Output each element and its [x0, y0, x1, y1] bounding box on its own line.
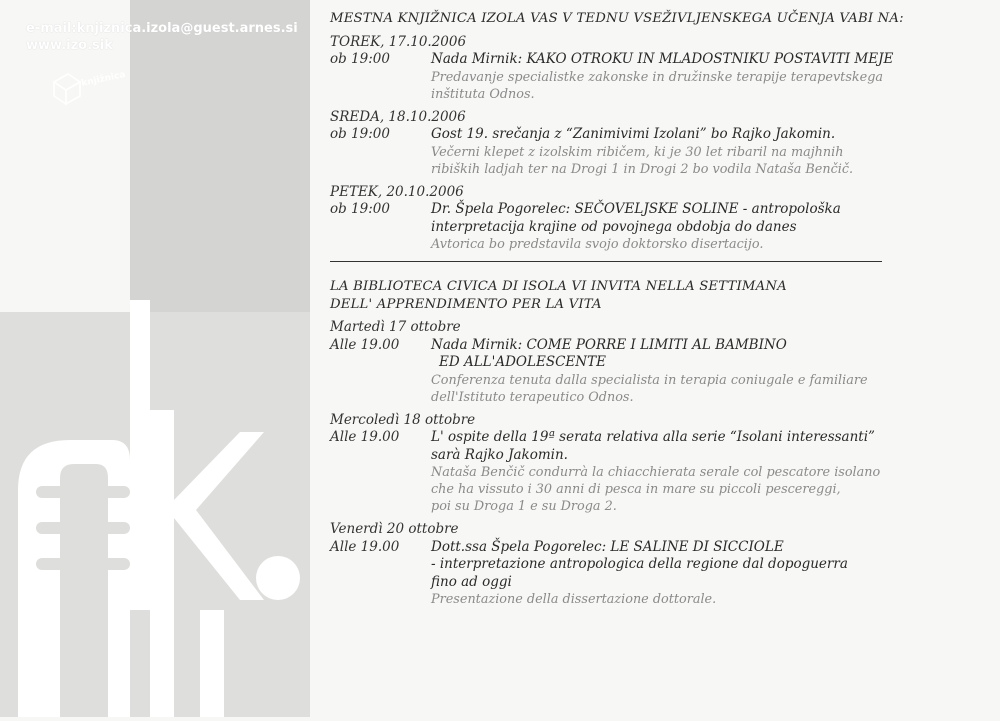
event-day: Venerdì 20 ottobre — [330, 521, 459, 537]
library-logo — [48, 64, 127, 108]
event-title: Nada Mirnik: COME PORRE I LIMITI AL BAMBINO — [431, 336, 787, 353]
event-desc: Presentazione della dissertazione dottorale. — [431, 592, 717, 607]
event-title: Dott.ssa Špela Pogorelec: LE SALINE DI SICCIOLE — [431, 538, 784, 555]
mki-logo-graphic — [0, 300, 310, 717]
event-desc: Nataša Benčič condurrà la chiacchierata serale col pescatore isolano — [431, 465, 881, 480]
event-day: Mercoledì 18 ottobre — [330, 411, 476, 428]
event-row — [330, 337, 990, 355]
event-time: Alle 19.00 — [330, 538, 400, 555]
event-time: ob 19:00 — [330, 51, 390, 67]
event-day: SREDA, 18.10.2006 — [330, 108, 466, 125]
event-title-cont: sarà Rajko Jakomin. — [431, 446, 568, 463]
event-time: Alle 19.00 — [330, 429, 400, 445]
event-title: Nada Mirnik: KAKO OTROKU IN MLADOSTNIKU POSTAVITI MEJE — [431, 51, 894, 67]
event-time: ob 19:00 — [330, 126, 390, 142]
event-title: L' ospite della 19ª serata relativa alla serie “Isolani interessanti” — [431, 429, 875, 445]
slovene-heading: MESTNA KNJIŽNICA IZOLA VAS V TEDNU VSEŽIVLJENSKEGA UČENJA VABI NA: — [330, 11, 904, 26]
section-divider — [330, 261, 882, 262]
event-row — [330, 126, 990, 144]
event-time: ob 19:00 — [330, 201, 390, 217]
italian-heading-2: DELL' APPRENDIMENTO PER LA VITA — [330, 296, 602, 312]
event-title-cont: fino ad oggi — [431, 573, 512, 590]
event-desc: ribiških ladjah ter na Drogi 1 in Drogi 2 bo vodila Nataša Benčič. — [431, 161, 854, 177]
invitation-content — [330, 10, 990, 608]
event-row — [330, 51, 990, 69]
event-row — [330, 539, 990, 557]
event-desc: Avtorica bo predstavila svojo doktorsko disertacijo. — [431, 237, 764, 252]
event-time: Alle 19.00 — [330, 336, 400, 353]
italian-heading-1: LA BIBLIOTECA CIVICA DI ISOLA VI INVITA NELLA SETTIMANA — [330, 279, 787, 294]
logo-text: knjižnica — [80, 69, 127, 89]
event-day: Martedì 17 ottobre — [330, 319, 461, 335]
event-desc: Conferenza tenuta dalla specialista in terapia coniugale e familiare — [431, 372, 868, 388]
event-day: PETEK, 20.10.2006 — [330, 183, 464, 200]
event-desc: dell'Istituto terapeutico Odnos. — [431, 389, 634, 405]
event-row — [330, 429, 990, 447]
event-title-cont: ED ALL'ADOLESCENTE — [439, 354, 606, 370]
event-desc: Predavanje specialistke zakonske in družinske terapije terapevtskega — [431, 69, 884, 85]
event-title-cont: - interpretazione antropologica della regione dal dopoguerra — [431, 556, 848, 572]
event-desc: inštituta Odnos. — [431, 86, 535, 102]
event-desc: che ha vissuto i 30 anni di pesca in mare su piccoli pescereggi, — [431, 482, 841, 497]
email-text: e-mail:knjiznica.izola@guest.arnes.si — [26, 21, 298, 36]
contact-info — [26, 20, 298, 54]
event-title-cont: interpretacija krajine od povojnega obdobja do danes — [431, 218, 797, 235]
event-title: Dr. Špela Pogorelec: SEČOVELJSKE SOLINE - antropološka — [431, 201, 841, 217]
web-text: www.izo.sik — [26, 38, 113, 53]
event-desc: poi su Droga 1 e su Droga 2. — [431, 499, 617, 514]
left-decorative-panel — [0, 0, 310, 717]
event-day: TOREK, 17.10.2006 — [330, 33, 467, 50]
event-desc: Večerni klepet z izolskim ribičem, ki je 30 let ribaril na majhnih — [431, 144, 844, 160]
event-row — [330, 201, 990, 219]
event-title: Gost 19. srečanja z “Zanimivimi Izolani” bo Rajko Jakomin. — [431, 126, 836, 142]
